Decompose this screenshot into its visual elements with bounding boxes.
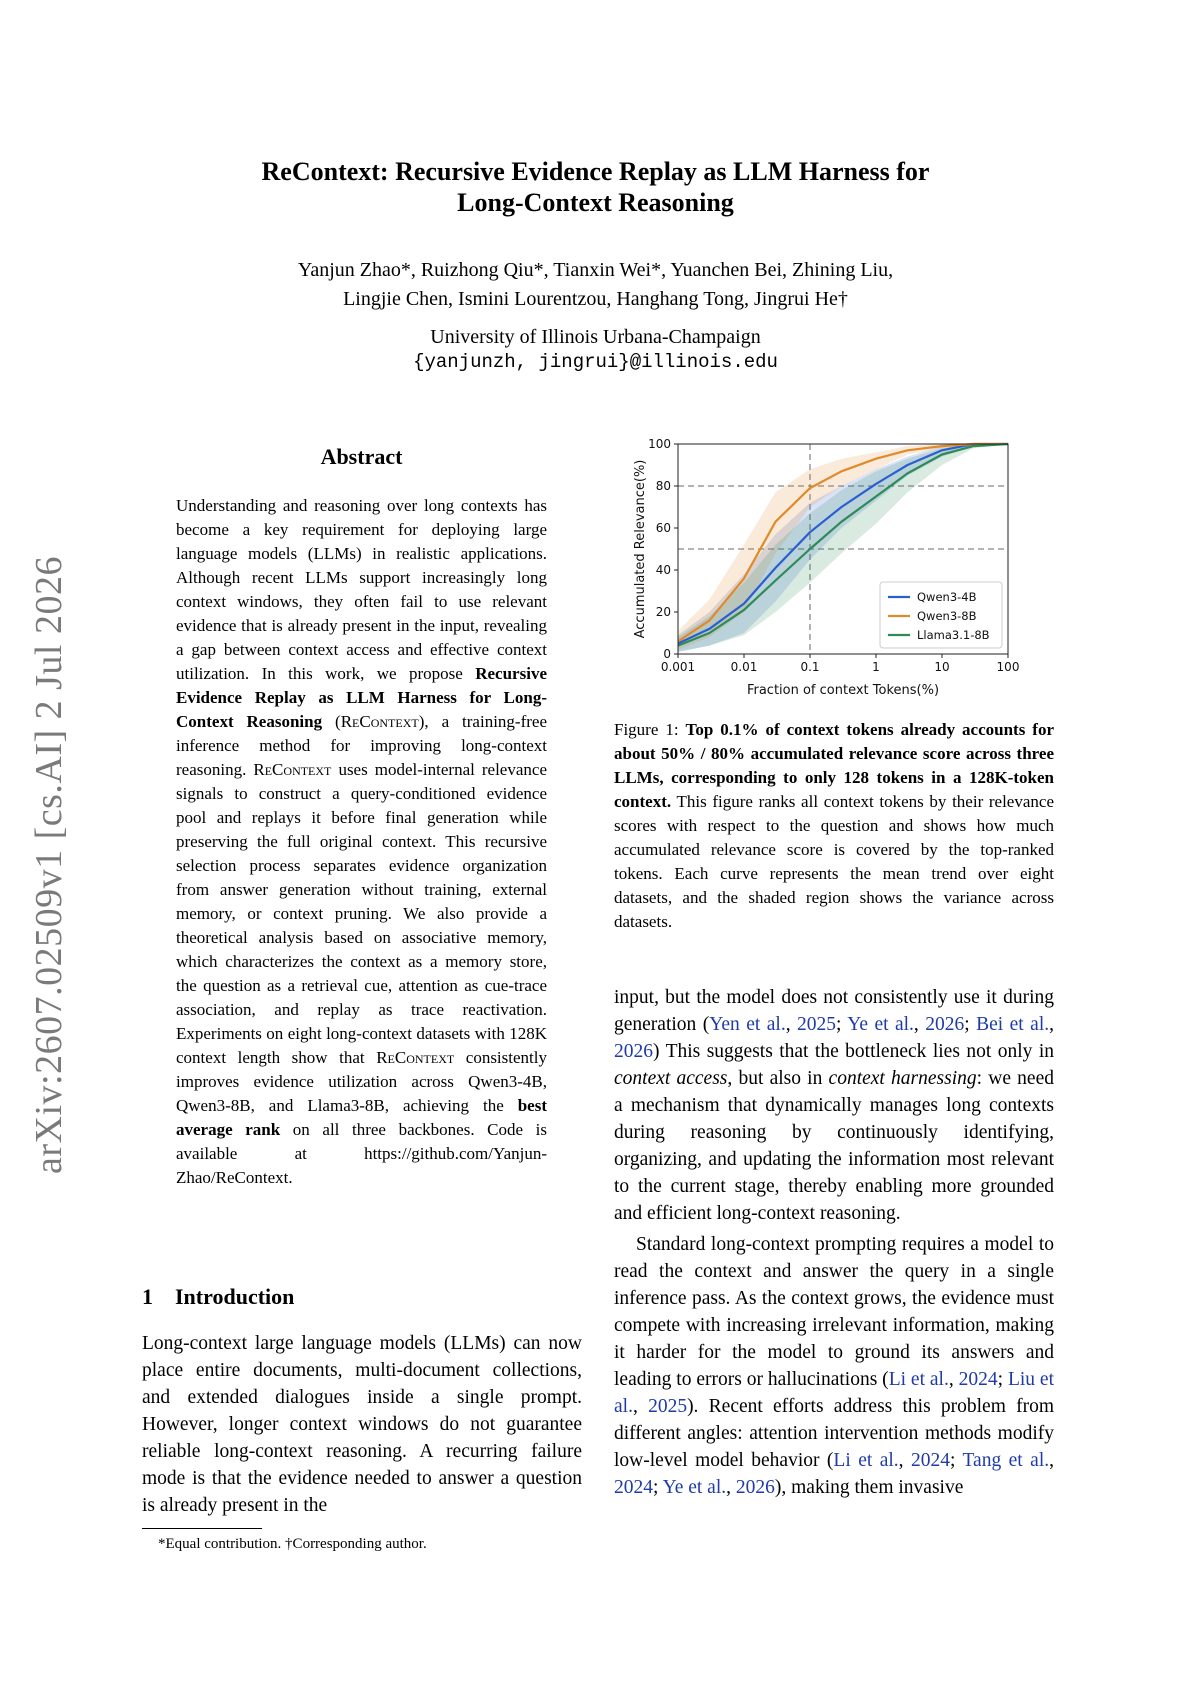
section-title: Introduction	[175, 1284, 295, 1309]
x-tick-label: 0.01	[730, 660, 758, 674]
authors-line-1: Yanjun Zhao*, Ruizhong Qiu*, Tianxin Wei*, Yuanchen Bei, Zhining Liu,	[297, 259, 894, 281]
legend-entry: Qwen3-8B	[917, 609, 977, 623]
authors-line-2: Lingjie Chen, Ismini Lourentzou, Hanghang Tong, Jingrui He†	[343, 288, 848, 310]
citation-link[interactable]: 2025	[648, 1396, 688, 1417]
x-tick-label: 0.1	[800, 660, 820, 674]
method-full-name: Recursive Evidence Replay as LLM Harness for Long-Context Reasoning	[176, 664, 547, 731]
citation-link[interactable]: Tang et al.	[962, 1450, 1050, 1471]
title-line-1: ReContext: Recursive Evidence Replay as LLM Harness for	[261, 157, 930, 186]
x-tick-label: 100	[996, 660, 1020, 674]
author-email: {yanjunzh, jingrui}@illinois.edu	[413, 351, 778, 373]
abstract-text: uses model-internal relevance signals to construct a query-conditioned evidence pool and replays it before final generation while preserving the full original context. This recursive selection process separates evidence organization from answer generation without training, external memory, or context pruning. We also provide a theoretical analysis based on associative memory, which characterizes the context as a memory store, the question as a retrieval cue, attention as cue-trace association, and replay as trace reactivation. Experiments on eight long-context datasets with 128K context length show that	[176, 760, 547, 1067]
best-rank-emphasis: best average rank	[176, 1096, 547, 1139]
citation-link[interactable]: Li et al.	[833, 1450, 899, 1471]
y-tick-label: 100	[648, 437, 671, 451]
paper-title	[0, 156, 1191, 218]
caption-bold: Top 0.1% of context tokens already accounts for about 50% / 80% accumulated relevance score across three LLMs, corresponding to only 128 tokens in a 128K-token context.	[614, 720, 1054, 811]
y-tick-label: 0	[663, 647, 671, 661]
citation-link[interactable]: Bei et al.	[976, 1014, 1050, 1035]
abstract-body	[176, 494, 547, 1190]
y-axis-label: Accumulated Relevance(%)	[633, 459, 648, 639]
affiliation: University of Illinois Urbana-Champaign	[430, 326, 761, 348]
abstract-heading: Abstract	[320, 444, 403, 469]
caption-text: This figure ranks all context tokens by their relevance scores with respect to the question and shows how much accumulated relevance score is covered by the top-ranked tokens. Each curve represents the mean trend over eight datasets, and the shaded region shows the variance across datasets.	[614, 792, 1054, 931]
abstract-text: consistently improves evidence utilization across Qwen3-4B, Qwen3-8B, and Llama3-8B, achieving the	[176, 1048, 547, 1115]
citation-link[interactable]: 2026	[925, 1014, 965, 1035]
abstract-text: ), a training-free inference method for improving long-context reasoning.	[176, 712, 547, 779]
footnote-rule	[142, 1528, 262, 1529]
citation-link[interactable]: Ye et al.	[847, 1014, 914, 1035]
legend-entry: Qwen3-4B	[917, 590, 977, 604]
method-name: ReContext	[253, 760, 332, 779]
intro-heading	[142, 1284, 294, 1310]
arxiv-stamp	[28, 556, 70, 1174]
x-tick-label: 0.001	[660, 660, 696, 674]
method-name: ReContext	[376, 1048, 455, 1067]
y-tick-label: 60	[655, 521, 671, 535]
caption-label: Figure 1:	[614, 720, 686, 739]
citation-link[interactable]: 2024	[958, 1369, 998, 1390]
abstract-text: Understanding and reasoning over long contexts has become a key requirement for deploying large language models (LLMs) in realistic applications. Although recent LLMs support increasingly long context windows, they often fail to use relevant evidence that is already present in the input, revealing a gap between context access and effective context utilization. In this work, we propose	[176, 496, 547, 683]
intro-paragraph: Long-context large language models (LLMs) can now place entire documents, multi-document collections, and extended dialogues inside a single prompt. However, longer context windows do not guarantee reliable long-context reasoning. A recurring failure mode is that the evidence needed to answer a question is already present in the	[142, 1333, 582, 1516]
y-tick-label: 80	[655, 479, 671, 493]
section-number: 1	[142, 1284, 153, 1309]
legend-entry: Llama3.1-8B	[917, 628, 990, 642]
arxiv-id: arXiv:2607.02509v1 [cs.AI] 2 Jul 2026	[28, 556, 70, 1174]
citation-link[interactable]: 2026	[735, 1477, 775, 1498]
citation-link[interactable]: 2024	[614, 1477, 653, 1498]
y-tick-label: 40	[655, 563, 671, 577]
method-name: ReContext	[340, 712, 419, 731]
citation-link[interactable]: 2024	[910, 1450, 950, 1471]
citation-link[interactable]: 2025	[797, 1014, 837, 1035]
relevance-chart	[613, 432, 1043, 704]
paragraph: Standard long-context prompting requires a model to read the context and answer the query in a single inference pass. As the context grows, the evidence must compete with increasing irrelevant information, making it harder for the model to ground its answers and leading to errors or hallucinations (Li et al., 2024; Liu et al., 2025). Recent efforts address this problem from different angles: attention intervention methods modify low-level model behavior (Li et al., 2024; Tang et al., 2024; Ye et al., 2026), making them invasive	[614, 1234, 1055, 1498]
citation-link[interactable]: Li et al.	[888, 1369, 949, 1390]
citation-link[interactable]: Yen et al.	[709, 1014, 786, 1035]
x-tick-label: 1	[872, 660, 880, 674]
author-list	[0, 256, 1191, 314]
abstract-text: on all three backbones. Code is available at https://github.com/Yanjun-Zhao/ReContext.	[176, 1120, 547, 1187]
y-tick-label: 20	[655, 605, 671, 619]
x-tick-label: 10	[934, 660, 950, 674]
figure-caption	[614, 718, 1054, 934]
footnote: *Equal contribution. †Corresponding author.	[158, 1536, 427, 1552]
paragraph: input, but the model does not consistently use it during generation (Yen et al., 2025; Ye et al., 2026; Bei et al., 2026) This suggests that the bottleneck lies not only in context access, but also in context harnessing: we need a mechanism that dynamically manages long contexts during reasoning by continuously identifying, organizing, and updating the information most relevant to the current stage, thereby enabling more grounded and efficient long-context reasoning.	[614, 987, 1055, 1224]
citation-link[interactable]: Ye et al.	[662, 1477, 727, 1498]
x-axis-label: Fraction of context Tokens(%)	[746, 683, 940, 698]
right-column-text	[614, 984, 1054, 1501]
citation-link[interactable]: Liu et al.	[614, 1369, 1055, 1417]
citation-link[interactable]: 2026	[614, 1041, 653, 1062]
abstract-text: (	[322, 712, 341, 731]
title-line-2: Long-Context Reasoning	[457, 188, 734, 217]
